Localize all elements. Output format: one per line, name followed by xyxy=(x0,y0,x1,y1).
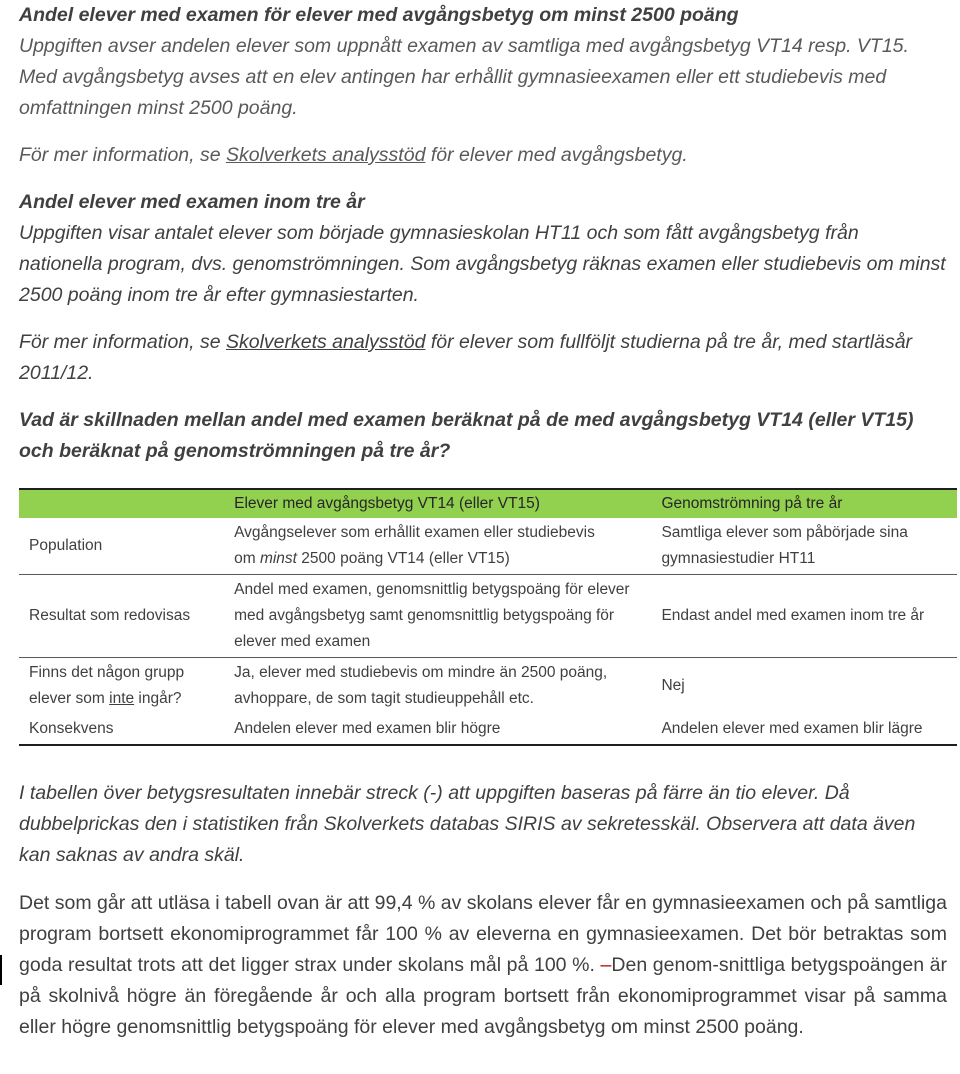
table-header-cell: Genomströmning på tre år xyxy=(651,489,957,518)
cell-text: om xyxy=(234,550,260,567)
label-line xyxy=(29,686,214,712)
table-header-cell xyxy=(19,489,224,518)
table-row xyxy=(19,575,957,658)
skolverket-link[interactable]: Skolverkets analysstöd xyxy=(225,144,426,166)
cell-emphasis: minst xyxy=(259,550,297,567)
table-cell: Nej xyxy=(661,677,685,694)
table-cell: Andel med examen, genomsnittlig betygspoäng för elever med avgångsbetyg samt genomsnittlig betygspoäng för elever med examen xyxy=(224,575,651,658)
label-text: ingår? xyxy=(134,690,182,707)
section1-info-prefix: För mer information, se xyxy=(19,144,226,166)
skolverket-link[interactable]: Skolverkets analysstöd xyxy=(225,331,426,353)
bottom-text xyxy=(19,778,947,1043)
section2-text: Uppgiften visar antalet elever som började gymnasieskolan HT11 och som fått avgångsbetyg från nationella program, dvs. genomströmningen. Som avgångsbetyg räknas examen eller studiebevis om minst 2500 poäng inom tre år efter gymnasiestarten. xyxy=(19,222,946,306)
table-cell: Andelen elever med examen blir lägre xyxy=(651,714,957,745)
section2-info-prefix: För mer information, se xyxy=(19,331,226,353)
section2-info xyxy=(19,327,947,389)
table-row xyxy=(19,714,957,745)
change-bar xyxy=(0,955,2,985)
conclusion-part2: Den genom-snittliga betygspoängen är på skolnivå högre än föregående år och alla program bortsett från ekonomiprogrammet visar på samma eller högre genomsnittlig betygspoäng för elever med avgångsbetyg om minst 2500 poäng. xyxy=(19,954,948,1038)
question-heading: Vad är skillnaden mellan andel med examen beräknat på de med avgångsbetyg VT14 (eller VT15) och beräknat på genomströmningen på tre år? xyxy=(19,409,914,462)
table-header-row xyxy=(19,489,957,518)
row-label: Resultat som redovisas xyxy=(19,575,224,658)
table-cell: Ja, elever med studiebevis om mindre än 2500 poäng, avhoppare, de som tagit studieuppehåll etc. xyxy=(234,664,608,707)
document-page xyxy=(19,0,947,467)
revision-dash: – xyxy=(600,954,612,976)
section2-heading: Andel elever med examen inom tre år xyxy=(19,191,365,213)
note-text: I tabellen över betygsresultaten innebär streck (-) att uppgiften baseras på färre än tio elever. Då dubbelprickas den i statistiken från Skolverkets databas SIRIS av sekretesskäl. Observera att data även kan saknas av andra skäl. xyxy=(19,782,916,866)
row-label: Population xyxy=(19,518,224,575)
table-row xyxy=(19,658,957,715)
table-cell: Samtliga elever som påbörjade sina gymnasiestudier HT11 xyxy=(651,518,957,575)
comparison-table xyxy=(19,488,957,746)
table-cell: Andelen elever med examen blir högre xyxy=(224,714,651,745)
cell-line: Avgångselever som erhållit examen eller studiebevis xyxy=(234,524,595,541)
table-cell: Endast andel med examen inom tre år xyxy=(651,575,957,658)
row-label xyxy=(19,658,224,715)
table-row xyxy=(19,518,957,575)
conclusion-text xyxy=(19,888,947,1043)
label-underlined: inte xyxy=(109,690,135,707)
section1-heading: Andel elever med examen för elever med avgångsbetyg om minst 2500 poäng xyxy=(19,4,739,26)
section1-info-suffix: för elever med avgångsbetyg. xyxy=(425,144,688,166)
section1-text: Uppgiften avser andelen elever som uppnått examen av samtliga med avgångsbetyg VT14 resp. VT15. Med avgångsbetyg avses att en elev antingen har erhållit gymnasieexamen eller ett studiebevis med omfattningen minst 2500 poäng. xyxy=(19,35,909,119)
label-line: Finns det någon grupp xyxy=(29,664,185,681)
cell-line xyxy=(234,546,641,572)
conclusion-part1: Det som går att utläsa i tabell ovan är att 99,4 % av skolans elever får en gymnasieexamen och på samtliga program bortsett ekonomiprogrammet får 100 % av eleverna en gymnasieexamen. Det bör betraktas som goda resultat trots att det ligger strax under skolans mål på 100 %. xyxy=(19,892,947,976)
cell-text: 2500 poäng VT14 (eller VT15) xyxy=(297,550,510,567)
table-cell xyxy=(224,518,651,575)
table-header-cell: Elever med avgångsbetyg VT14 (eller VT15) xyxy=(224,489,651,518)
section2-info-suffix: för elever som fullföljt studierna på tre år, med startläsår 2011/12. xyxy=(19,331,913,384)
label-text: elever som xyxy=(29,690,110,707)
row-label: Konsekvens xyxy=(19,714,224,745)
section1-info xyxy=(19,140,947,171)
